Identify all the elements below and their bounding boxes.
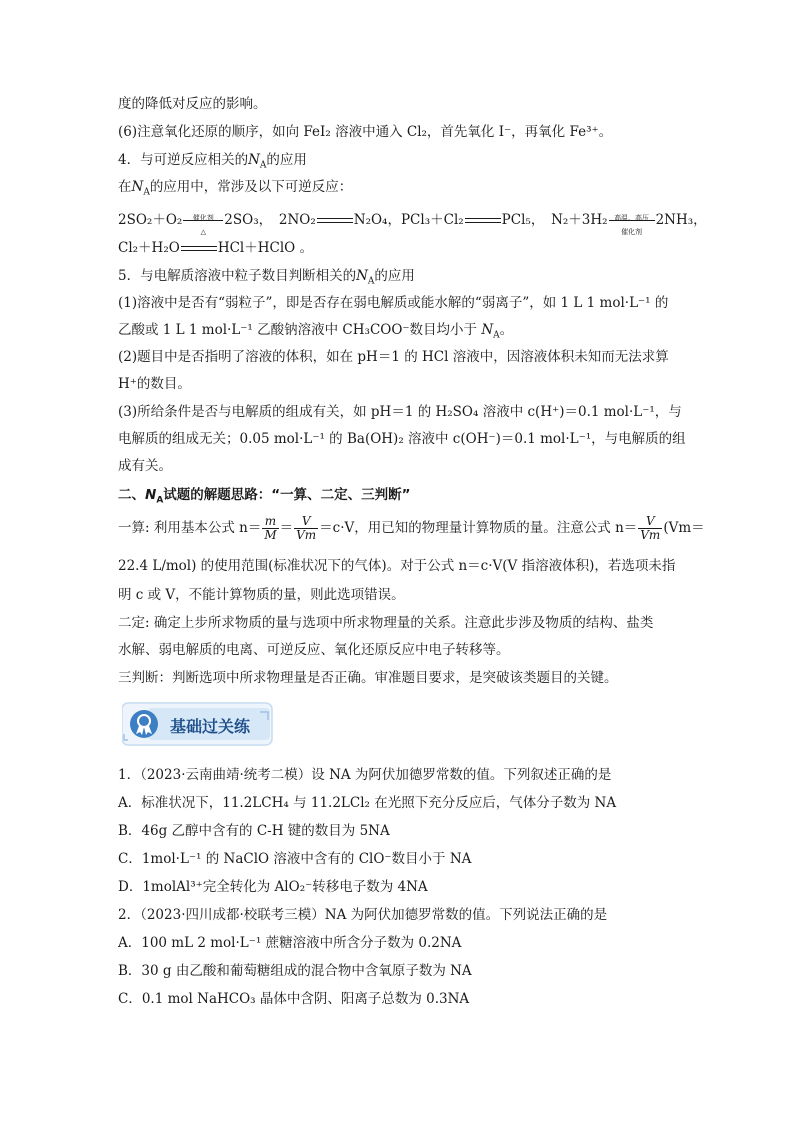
equation-line-1 [118,210,707,236]
eq-part: 2SO₂＋O₂ [118,212,183,228]
condition-top: 催化剂 [192,213,214,222]
line-1: 度的降低对反应的影响。 [118,96,267,112]
eq-part: N₂O₄，PCl₃＋Cl₂ [353,212,464,228]
section-2-title: 试题的解题思路：“一算、二定、三判断” [163,487,411,503]
eq-part: Cl₂＋H₂O [118,240,180,256]
na-sub: A [143,187,150,198]
para-1-text: 乙酸或 1 L 1 mol·L⁻¹ 乙酸钠溶液中 CH₃COO⁻数目均小于 [118,322,478,338]
na-sub: A [156,495,164,506]
para-1-line-2: 乙酸或 1 L 1 mol·L⁻¹ 乙酸钠溶液中 CH₃COO⁻数目均小于 $N_A$。 [118,322,514,341]
badge-label: 基础过关练 [170,717,251,736]
fraction-V-over-Vm [294,515,318,542]
denominator: M [264,528,277,542]
heading-5 [118,266,415,286]
para-2-line-2: H⁺的数目。 [118,376,191,392]
para-1-line-1: (1)溶液中是否有“弱粒子”，即是否存在弱电解质或能水解的“弱离子”，如 1 L 1 mol·L⁻¹ 的 [118,295,669,311]
step-1-text: 一算: 利用基本公式 n＝ [118,520,262,536]
line-4-b: 的应用中，常涉及以下可逆反应： [149,179,353,195]
step-1-line-2: 22.4 L/mol) 的使用范围(标准状况下的气体)。对于公式 n＝c·V(V 指溶液体积)，若选项未指 [118,558,676,574]
numerator: m [262,515,278,529]
fraction-V-over-Vm-2 [638,515,662,542]
line-2: (6)注意氧化还原的顺序，如向 FeI₂ 溶液中通入 Cl₂，首先氧化 I⁻，再氧化 Fe³⁺。 [118,124,613,140]
denominator: Vm [296,528,317,542]
eq-part: 2NH₃， [655,212,707,228]
question-2-option-a: A．100 mL 2 mol·L⁻¹ 蔗糖溶液中所含分子数为 0.2NA [118,935,462,951]
question-1-option-d: D．1molAl³⁺完全转化为 AlO₂⁻转移电子数为 4NA [118,879,428,895]
step-1-line-1 [118,515,705,542]
heading-5-text: 5．与电解质溶液中粒子数目判断相关的 [118,268,357,284]
section-2-num: 二、 [118,487,145,503]
equation-line-2 [118,238,313,258]
na-symbol: N [248,152,260,168]
para-3-line-3: 成有关。 [118,458,172,474]
condition-top: 高温、高压 [614,213,650,222]
question-1-option-a: A．标准状况下，11.2LCH₄ 与 11.2LCl₂ 在光照下充分反应后，气体分子数为 NA [118,795,617,811]
line-4-a: 在 [118,179,132,195]
line-4 [118,177,352,197]
question-2-option-b: B．30 g 由乙酸和葡萄糖组成的混合物中含氧原子数为 NA [118,963,472,979]
heading-4-tail: 的应用 [266,152,307,168]
na-sub: A [493,330,500,341]
condition-arrow [183,213,223,236]
condition-bottom: △ [200,227,206,236]
para-3-line-2: 电解质的组成无关；0.05 mol·L⁻¹ 的 Ba(OH)₂ 溶液中 c(OH⁻)＝0.1 mol·L⁻¹，与电解质的组 [118,431,686,447]
fraction-m-over-M [262,515,278,542]
condition-arrow [609,213,655,236]
reversible-arrow [465,217,501,225]
equals: ＝ [279,520,294,536]
na-symbol: N [131,179,144,195]
eq-part: 2SO₃ [224,212,259,228]
numerator: V [294,515,318,529]
question-2: 2．（2023·四川成都·校联考三模）NA 为阿伏加德罗常数的值。下列说法正确的是 [118,907,608,923]
condition-bottom: 催化剂 [621,227,643,236]
question-2-option-c: C．0.1 mol NaHCO₃ 晶体中含阴、阳离子总数为 0.3NA [118,991,470,1007]
reversible-arrow [181,245,217,253]
question-1-option-c: C．1mol·L⁻¹ 的 NaClO 溶液中含有的 ClO⁻数目小于 NA [118,851,472,867]
numerator: V [638,515,662,529]
step-2-line-1: 二定: 确定上步所求物质的量与选项中所求物理量的关系。注意此步涉及物质的结构、盐类 [118,615,654,631]
para-3-line-1: (3)所给条件是否与电解质的组成有关，如 pH＝1 的 H₂SO₄ 溶液中 c(H⁺)＝0.1 mol·L⁻¹，与 [118,404,682,420]
basic-practice-badge [122,700,278,750]
para-2-line-1: (2)题目中是否指明了溶液的体积，如在 pH＝1 的 HCl 溶液中，因溶液体积未知而无法求算 [118,349,669,365]
eq-part: PCl₅， N₂＋3H₂ [501,212,608,228]
na-symbol: N [481,322,494,338]
eq-part: ， 2NO₂ [258,212,316,228]
na-symbol: N [145,487,157,503]
question-1-option-b: B．46g 乙醇中含有的 C-H 键的数目为 5NA [118,823,390,839]
question-1: 1．（2023·云南曲靖·统考二模）设 NA 为阿伏加德罗常数的值。下列叙述正确的是 [118,767,612,783]
na-sub: A [259,160,267,171]
step-1-line-3: 明 c 或 V，不能计算物质的量，则此选项错误。 [118,587,405,603]
step-2-line-2: 水解、弱电解质的电离、可逆反应、氧化还原反应中电子转移等。 [118,642,510,658]
na-sub: A [367,276,375,287]
step-3-line: 三判断：判断选项中所求物理量是否正确。审准题目要求，是突破该类题目的关键。 [118,670,618,686]
heading-4-text: 4．与可逆反应相关的 [118,152,249,168]
reversible-arrow [317,217,353,225]
step-1-text-3: (Vm＝ [663,520,705,536]
heading-5-tail: 的应用 [374,268,415,284]
na-symbol: N [356,268,368,284]
denominator: Vm [640,528,661,542]
step-1-text-2: ＝c·V，用已知的物理量计算物质的量。注意公式 n＝ [319,520,638,536]
section-2-heading [118,485,411,505]
heading-4 [118,150,307,170]
eq-part: HCl＋HClO 。 [217,240,314,256]
